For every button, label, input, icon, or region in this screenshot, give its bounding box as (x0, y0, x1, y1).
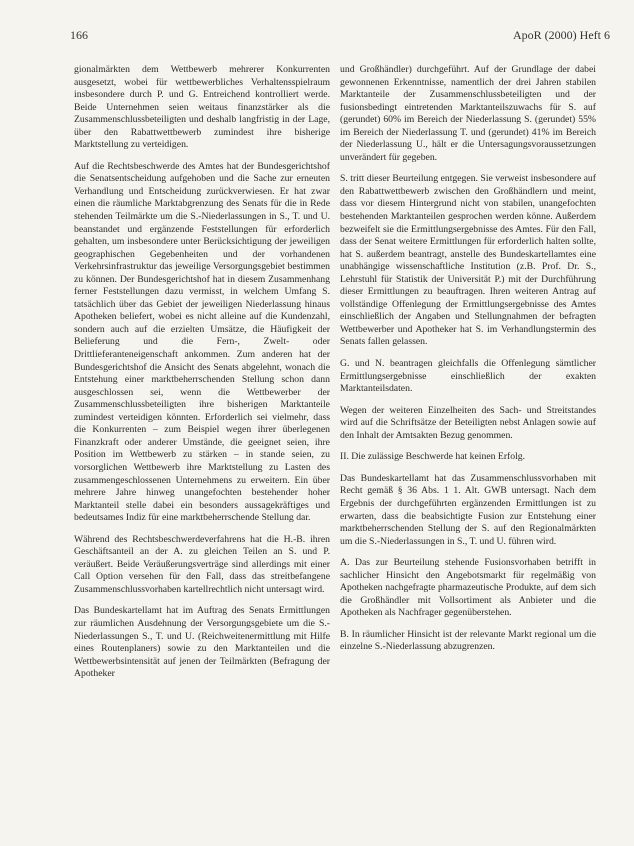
paragraph: Das Bundeskartellamt hat das Zusammenschlussvorhaben mit Recht gemäß § 36 Abs. 1 1. Alt. GWB untersagt. Nach dem Ergebnis der durchgeführten ergänzenden Ermittlungen ist zu erwarten, dass die beabsichtigte Fusion zur Entstehung einer marktbeherrschenden Stellung der S. auf den Regionalmärkten um die S.-Niederlassungen in S., T. und U. führen wird. (340, 472, 596, 547)
paragraph: S. tritt dieser Beurteilung entgegen. Sie verweist insbesondere auf den Rabattwettbewerb zwischen den Großhändlern und meint, dass vor diesem Hintergrund nicht von stabilen, unangefochten bestehenden Marktanteilen gesprochen werden könne. Außerdem bezweifelt sie die Ermittlungsergebnisse des Amtes. Für den Fall, dass der Senat weitere Ermittlungen für erforderlich halten sollte, hat S. außerdem beantragt, anstelle des Bundeskartellamtes eine unabhängige wissenschaftliche Institution (z.B. Prof. Dr. S., Lehrstuhl für Statistik der Universität P.) mit der Durchführung dieser Ermittlungen zu beauftragen. Ihren weiteren Antrag auf vollständige Offenlegung der Ermittlungsergebnisse des Amtes einschließlich der Angaben und Stellungnahmen der befragten Wettbewerber und Apotheker hat S. im Verhandlungstermin des Senats fallen gelassen. (340, 173, 596, 348)
paragraph: gionalmärkten dem Wettbewerb mehrerer Konkurrenten ausgesetzt, wobei für wettbewerbliches Verhaltensspielraum insbesondere durch P. und G. Entreichend kontrolliert werde. Beide Unternehmen seien weitaus finanzstärker als die Zusammenschlussbeteiligten und deshalb langfristig in der Lage, über den Rabattwettbewerb zumindest ihre bisherige Marktstellung zu verteidigen. (74, 64, 330, 151)
paragraph: und Großhändler) durchgeführt. Auf der Grundlage der dabei gewonnenen Erkenntnisse, namentlich der drei Jahren stabilen Marktanteile der Zusammenschlussbeteiligten und der fusionsbedingt eintretenden Marktanteilszuwachs für S. auf (gerundet) 60% im Bereich der Niederlassung S. (gerundet) 55% im Bereich der Niederlassung T. und (gerundet) 41% im Bereich der Niederlassung U., hält er die Untersagungsvoraussetzungen unverändert für gegeben. (340, 64, 596, 163)
paragraph: G. und N. beantragen gleichfalls die Offenlegung sämtlicher Ermittlungsergebnisse einschließlich der exakten Marktanteilsdaten. (340, 358, 596, 395)
left-column (74, 64, 330, 690)
paragraph: Wegen der weiteren Einzelheiten des Sach- und Streitstandes wird auf die Schriftsätze der Beteiligten nebst Anlagen sowie auf den Inhalt der Amtsakten Bezug genommen. (340, 404, 596, 441)
paragraph: A. Das zur Beurteilung stehende Fusionsvorhaben betrifft in sachlicher Hinsicht den Angebotsmarkt für regelmäßig von Apotheken nachgefragte pharmazeutische Produkte, auf dem sich die Großhändler mit Vollsortiment als Anbieter und die Apotheken als Nachfrager gegenüberstehen. (340, 557, 596, 619)
journal-reference: ApoR (2000) Heft 6 (513, 28, 610, 42)
paragraph: Auf die Rechtsbeschwerde des Amtes hat der Bundesgerichtshof die Senatsentscheidung aufgehoben und die Sache zur erneuten Verhandlung und Entscheidung zurückverwiesen. Er hat zwar einen die räumliche Marktabgrenzung des Senats für die in Rede stehenden Teilmärkte um die S.-Niederlassungen in S., T. und U. beanstandet und ergänzende Feststellungen für erforderlich gehalten, um insbesondere unter Berücksichtigung der jeweiligen geographischen Gegebenheiten und der vorhandenen Verkehrsinfrastruktur das jeweilige Versorgungsgebiet bestimmen zu können. Der Bundesgerichtshof hat in diesem Zusammenhang ferner Feststellungen dazu vermisst, in welchem Umfang S. tatsächlich über das Gebiet der jeweiligen Niederlassung hinaus Apotheken beliefert, wobei es nicht alleine auf die Kundenzahl, sondern auch auf die erzielten Umsätze, die Häufigkeit der Belieferung und die Fern-, Zwelt- oder Drittlieferanteneigenschaft ankommen. Zum anderen hat der Bundesgerichtshof die Ansicht des Senats abgelehnt, wonach die Entstehung einer marktbeherrschenden Stellung schon dann ausgeschlossen sei, wenn die Wettbewerber der Zusammenschlussbeteiligten ihre bisherigen Marktanteile zumindest verteidigen könnten. Erforderlich sei vielmehr, dass die Konkurrenten – zum Beispiel wegen ihrer überlegenen Finanzkraft oder anderer Umstände, die geeignet seien, ihre Position im Wettbewerb zu stärken – in stande seien, zu vorsorglichen Wettbewerb ihre Marktstellung zu Lasten des zusammengeschlossenen Unternehmens zu erweitern. Ein über mehrere Jahre hinweg unangefochten bestehender hoher Marktanteil stelle dabei ein besonders aussagekräftiges und bedeutsames Indiz für eine marktbeherrschende Stellung dar. (74, 160, 330, 524)
section-heading: II. Die zulässige Beschwerde hat keinen Erfolg. (340, 451, 526, 463)
page-number: 166 (70, 28, 88, 42)
paragraph: B. In räumlicher Hinsicht ist der relevante Markt regional um die einzelne S.-Niederlassung abzugrenzen. (340, 628, 596, 653)
paragraph: Während des Rechtsbeschwerdeverfahrens hat die H.-B. ihren Geschäftsanteil an der A. zu gleichen Teilen an S. und P. veräußert. Beide Veräußerungsverträge sind allerdings mit einer Call Option versehen für den Fall, dass das streitbefangene Zusammenschlussvorhaben kartellrechtlich nicht untersagt wird. (74, 533, 330, 595)
right-column (340, 64, 596, 663)
page-header (70, 28, 610, 43)
paragraph: Das Bundeskartellamt hat im Auftrag des Senats Ermittlungen zur räumlichen Ausdehnung der Versorgungsgebiete um die S.-Niederlassungen S., T. und U. (Reichweitenermittlung mit Hilfe eines Routenplaners) sowie zu den Marktanteilen und die Wettbewerbsintensität auf jenen der Teilmärkten (Befragung der Apotheker (74, 605, 330, 680)
